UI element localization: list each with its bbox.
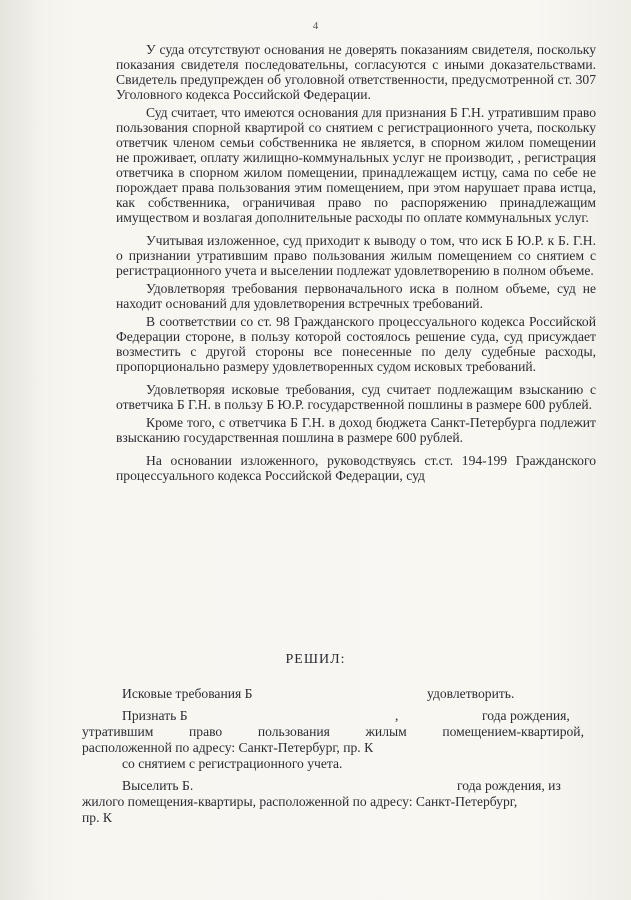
decision-line-claims (82, 686, 584, 702)
decision-line-lost-right (82, 724, 584, 740)
birth-year-evict-text: года рождения, из (457, 778, 561, 793)
birth-year-text: года рождения, (482, 708, 570, 723)
paragraph-court-costs: В соответствии со ст. 98 Гражданского процессуального кодекса Российской Федерации стороне, в пользу которой состоялось решение суда, суд присуждает возместить с другой стороны все понесенные по делу судебные расходы, пропорционально размеру удовлетворенных судом исковых требований. (116, 314, 596, 374)
paragraph-legal-basis: На основании изложенного, руководствуясь ст.ст. 194-199 Гражданского процессуального кодекса Российской Федерации, суд (116, 453, 596, 483)
street-text: пр. К (82, 810, 112, 825)
paragraph-counterclaim: Удовлетворяя требования первоначального иска в полном объеме, суд не находит оснований для удовлетворения встречных требований. (116, 281, 596, 311)
word-5: помещением-квартирой, (442, 724, 584, 739)
claims-text: Исковые требования Б (122, 686, 253, 701)
decision-line-address (82, 740, 584, 756)
address-text: расположенной по адресу: Санкт-Петербург, пр. К (82, 740, 374, 755)
operative-part (82, 686, 584, 826)
word-4: жилым (365, 724, 407, 739)
decision-line-recognize (82, 708, 584, 724)
scan-shadow (0, 0, 40, 900)
decision-line-street (82, 810, 584, 826)
decision-line-premises (82, 794, 584, 810)
paragraph-state-duty-plaintiff: Удовлетворяя исковые требования, суд считает подлежащим взысканию с ответчика Б Г.Н. в пользу Б Ю.Р. государственной пошлины в размере 600 рублей. (116, 382, 596, 412)
decision-line-evict (82, 778, 584, 794)
paragraph-conclusion: Учитывая изложенное, суд приходит к выводу о том, что иск Б Ю.Р. к Б. Г.Н. о признании утратившим право пользования жилым помещением со снятием с регистрационного учета и выселении подлежат удовлетворению в полном объеме. (116, 233, 596, 278)
satisfy-text: удовлетворить. (427, 686, 515, 701)
premises-text: жилого помещения-квартиры, расположенной по адресу: Санкт-Петербург, (82, 794, 518, 809)
recognize-text: Признать Б (122, 708, 188, 723)
evict-text: Выселить Б. (122, 778, 194, 793)
word-1: утратившим (82, 724, 154, 739)
section-heading-decided: РЕШИЛ: (285, 652, 346, 667)
comma-mark: , (395, 708, 399, 723)
paragraph-witness: У суда отсутствуют основания не доверять показаниям свидетеля, поскольку показания свидетеля последовательны, согласуются с иными доказательствами. Свидетель предупрежден об уголовной ответственности, предусмотренной ст. 307 Уголовного кодекса Российской Федерации. (116, 42, 596, 102)
page-number: 4 (312, 20, 319, 32)
paragraph-state-duty-budget: Кроме того, с ответчика Б Г.Н. в доход бюджета Санкт-Петербурга подлежит взысканию государственная пошлина в размере 600 рублей. (116, 415, 596, 445)
decision-body (116, 42, 596, 483)
paragraph-court-considers: Суд считает, что имеются основания для признания Б Г.Н. утратившим право пользования спорной квартирой со снятием с регистрационного учета, поскольку ответчик членом семьи собственника не является, в спорном жилом помещении не проживает, оплату жилищно-коммунальных услуг не производит, , регистрация ответчика в спорном жилом помещении, принадлежащем истцу, сама по себе не порождает права пользования этим помещением, при этом нарушает права истца, как собственника, ограничивая право по распоряжению принадлежащим имуществом и возлагая дополнительные расходы по оплате коммунальных услуг. (116, 105, 596, 225)
deregistration-text: со снятием с регистрационного учета. (122, 756, 343, 771)
word-2: право (189, 724, 223, 739)
decision-line-deregistration (82, 756, 584, 772)
word-3: пользования (257, 724, 330, 739)
